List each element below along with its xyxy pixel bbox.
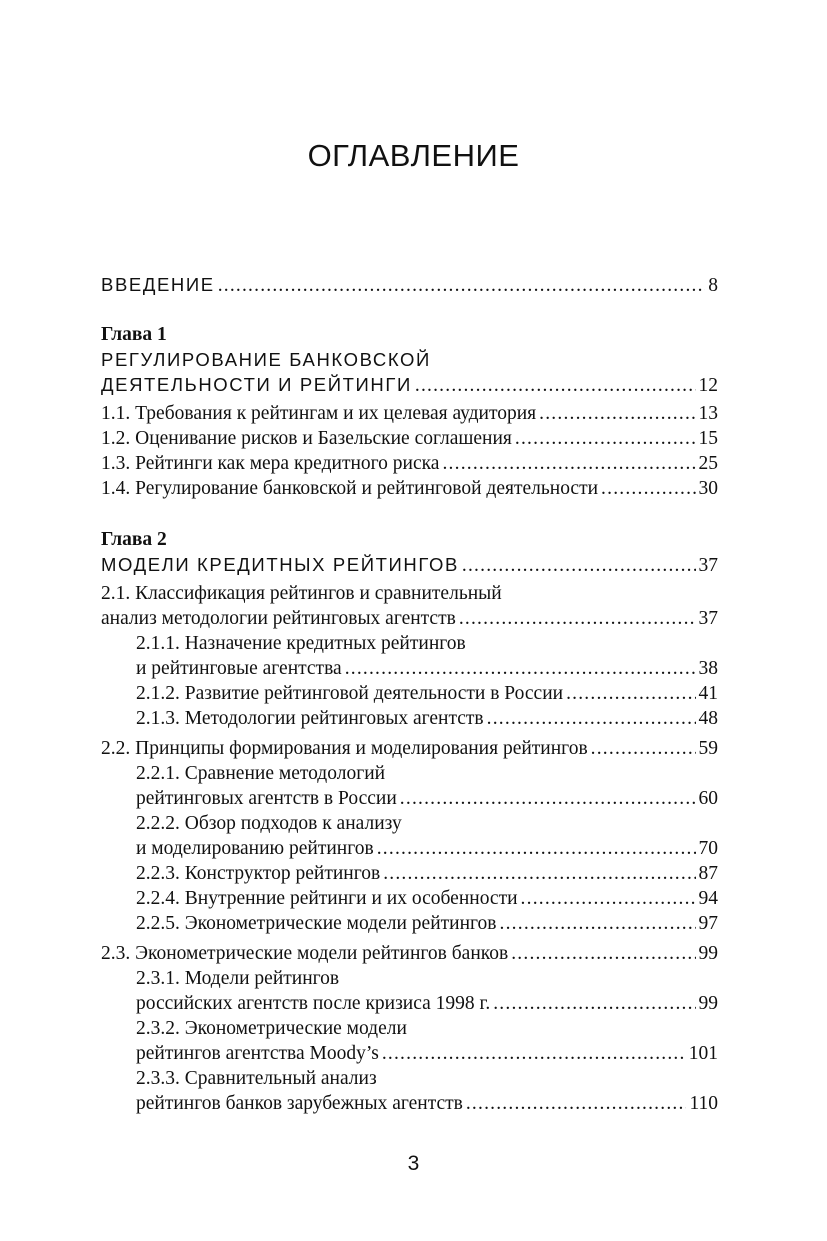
dot-leader xyxy=(400,786,696,811)
toc-entry[interactable]: 2.2.5. Эконометрические модели рейтингов ..... 97 xyxy=(101,911,718,936)
dot-leader xyxy=(487,706,696,731)
dot-leader xyxy=(377,836,696,861)
toc-entry-line: 2.3.2. Эконометрические модели xyxy=(136,1018,407,1039)
toc-page-number: 12 xyxy=(698,375,718,396)
toc-entry[interactable]: 2.1.3. Методологии рейтинговых агентств ..... 48 xyxy=(101,706,718,731)
toc-entry[interactable]: российских агентств после кризиса 1998 г. ..... 99 xyxy=(101,991,718,1016)
toc-entry[interactable]: 1.2. Оценивание рисков и Базельские соглашения ..... 15 xyxy=(101,426,718,451)
dot-leader xyxy=(383,861,695,886)
toc-entry-line: 2.1. Классификация рейтингов и сравнительный xyxy=(101,583,502,604)
toc-entry-chapter1[interactable] xyxy=(101,372,718,397)
toc-entry[interactable]: 2.2.3. Конструктор рейтингов ..... 87 xyxy=(101,861,718,886)
toc-entry[interactable]: 1.1. Требования к рейтингам и их целевая аудитория ..... 13 xyxy=(101,401,718,426)
toc-entry[interactable]: 2.1.2. Развитие рейтинговой деятельности в России ..... 41 xyxy=(101,681,718,706)
chapter-label: Глава 1 xyxy=(101,324,167,345)
toc-entry[interactable]: и моделированию рейтингов ..... 70 xyxy=(101,836,718,861)
dot-leader xyxy=(218,273,706,298)
toc-entry[interactable]: 2.2.4. Внутренние рейтинги и их особенности ..... 94 xyxy=(101,886,718,911)
dot-leader xyxy=(566,681,695,706)
toc-entry[interactable]: 1.3. Рейтинги как мера кредитного риска ..... 25 xyxy=(101,451,718,476)
dot-leader xyxy=(515,426,696,451)
dot-leader xyxy=(345,656,696,681)
toc-page-number: 37 xyxy=(698,555,718,576)
chapter-label: Глава 2 xyxy=(101,529,167,550)
chapter-title-line: РЕГУЛИРОВАНИЕ БАНКОВСКОЙ xyxy=(101,349,431,370)
dot-leader xyxy=(539,401,695,426)
toc-entry[interactable]: рейтингов агентства Moody’s ..... 101 xyxy=(101,1041,718,1066)
toc-entry-line: 2.1.1. Назначение кредитных рейтингов xyxy=(136,633,466,654)
toc-entry[interactable]: 2.3. Эконометрические модели рейтингов банков ..... 99 xyxy=(101,941,718,966)
dot-leader xyxy=(500,911,696,936)
dot-leader xyxy=(382,1041,686,1066)
dot-leader xyxy=(459,606,696,631)
toc-entry-line: 2.2.1. Сравнение методологий xyxy=(136,763,386,784)
toc-entry-title: ВВЕДЕНИЕ xyxy=(101,274,215,295)
dot-leader xyxy=(415,373,696,398)
toc-entry[interactable]: и рейтинговые агентства ..... 38 xyxy=(101,656,718,681)
toc-entry[interactable]: рейтингов банков зарубежных агентств ..... 110 xyxy=(101,1091,718,1116)
toc-entry-line: 2.3.3. Сравнительный анализ xyxy=(136,1068,377,1089)
page-number: 3 xyxy=(407,1152,420,1175)
dot-leader xyxy=(521,886,696,911)
toc-entry[interactable]: анализ методологии рейтинговых агентств ..... 37 xyxy=(101,606,718,631)
dot-leader xyxy=(466,1091,687,1116)
dot-leader xyxy=(462,553,696,578)
toc-entry-intro[interactable] xyxy=(101,272,718,297)
dot-leader xyxy=(601,476,695,501)
dot-leader xyxy=(442,451,695,476)
toc-entry-chapter2[interactable] xyxy=(101,552,718,577)
table-of-contents xyxy=(101,272,718,1116)
toc-entry[interactable]: 1.4. Регулирование банковской и рейтинговой деятельности ..... 30 xyxy=(101,476,718,501)
page-title: ОГЛАВЛЕНИЕ xyxy=(307,138,520,173)
dot-leader xyxy=(591,736,696,761)
toc-entry-title: МОДЕЛИ КРЕДИТНЫХ РЕЙТИНГОВ xyxy=(101,554,459,575)
toc-entry[interactable]: рейтинговых агентств в России ..... 60 xyxy=(101,786,718,811)
dot-leader xyxy=(493,991,695,1016)
toc-page-number: 8 xyxy=(708,275,718,296)
toc-entry-line: 2.2.2. Обзор подходов к анализу xyxy=(136,813,402,834)
toc-entry[interactable]: 2.2. Принципы формирования и моделирования рейтингов ..... 59 xyxy=(101,736,718,761)
dot-leader xyxy=(511,941,695,966)
toc-entry-line: 2.3.1. Модели рейтингов xyxy=(136,968,340,989)
toc-entry-title: ДЕЯТЕЛЬНОСТИ И РЕЙТИНГИ xyxy=(101,374,412,395)
